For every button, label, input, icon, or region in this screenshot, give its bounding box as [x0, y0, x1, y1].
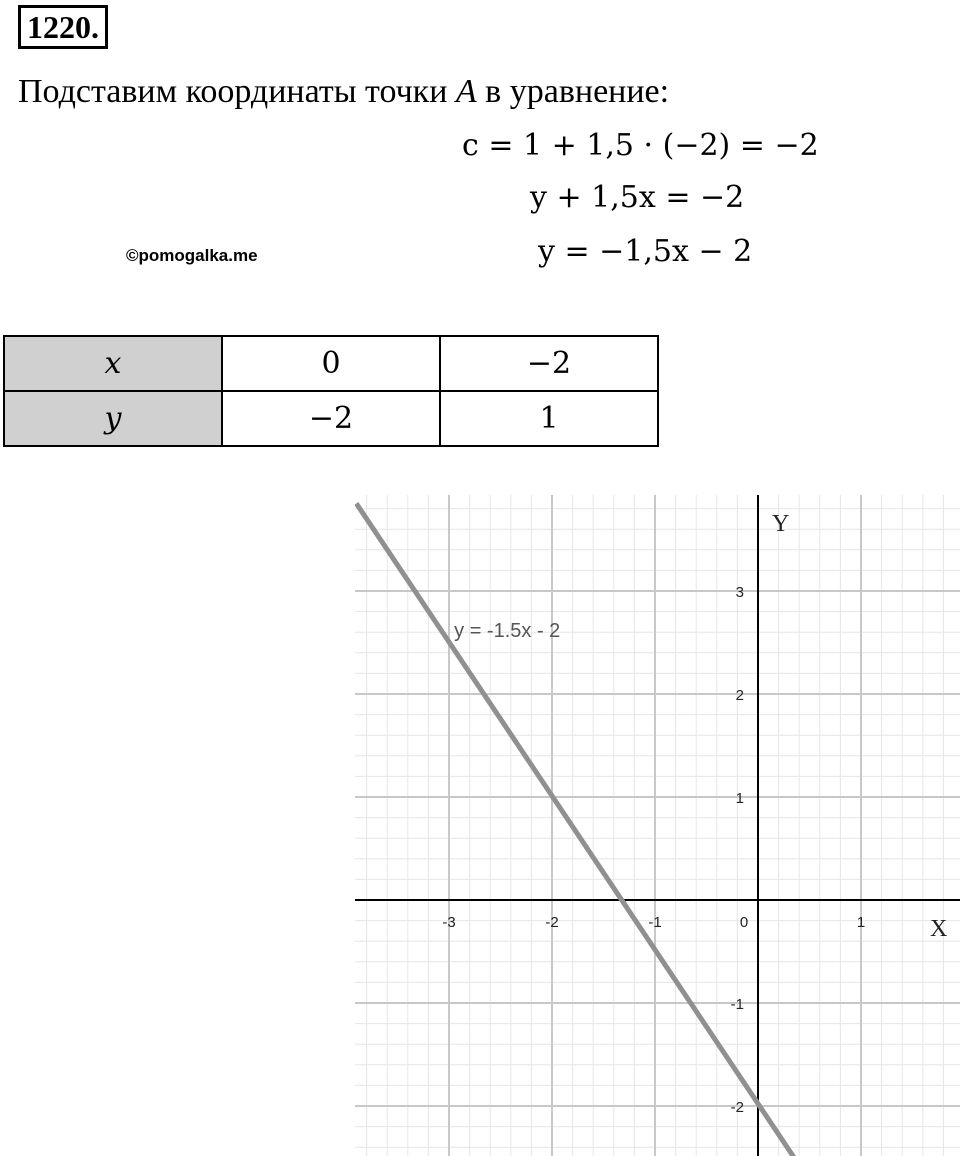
table-cell: −2: [222, 391, 440, 446]
equation-result: y = −1,5x − 2: [538, 234, 753, 269]
x-tick-label: -2: [545, 914, 559, 931]
values-table: [3, 335, 659, 447]
table-cell: −2: [440, 336, 658, 391]
y-tick-label: -1: [730, 996, 744, 1013]
table-cell: 1: [440, 391, 658, 446]
function-line-label: y = -1.5x - 2: [454, 620, 561, 643]
intro-text-before: Подставим координаты точки: [18, 73, 456, 110]
x-tick-label: -3: [442, 914, 456, 931]
line-graph: [355, 495, 960, 1156]
table-cell: 0: [222, 336, 440, 391]
y-tick-label: 2: [735, 687, 744, 704]
point-name: A: [455, 73, 477, 110]
x-axis-label: X: [930, 916, 948, 942]
function-line: [356, 503, 794, 1156]
x-tick-label: 1: [856, 914, 866, 931]
intro-text: [18, 72, 669, 112]
equation-line: y + 1,5x = −2: [530, 180, 745, 215]
y-tick-label: 1: [735, 790, 744, 807]
table-row: [4, 336, 658, 391]
x-tick-label: 0: [739, 914, 749, 931]
intro-text-after: в уравнение:: [476, 73, 670, 110]
row-label-x: x: [4, 336, 222, 391]
watermark: ©pomogalka.me: [126, 246, 258, 265]
row-label-y: y: [4, 391, 222, 446]
y-tick-label: -2: [730, 1099, 744, 1116]
y-axis-label: Y: [772, 511, 790, 537]
y-tick-label: 3: [735, 584, 744, 601]
equation-c: c = 1 + 1,5 · (−2) = −2: [462, 128, 819, 163]
table-row: [4, 391, 658, 446]
problem-number: 1220.: [18, 5, 108, 49]
x-tick-label: -1: [648, 914, 662, 931]
